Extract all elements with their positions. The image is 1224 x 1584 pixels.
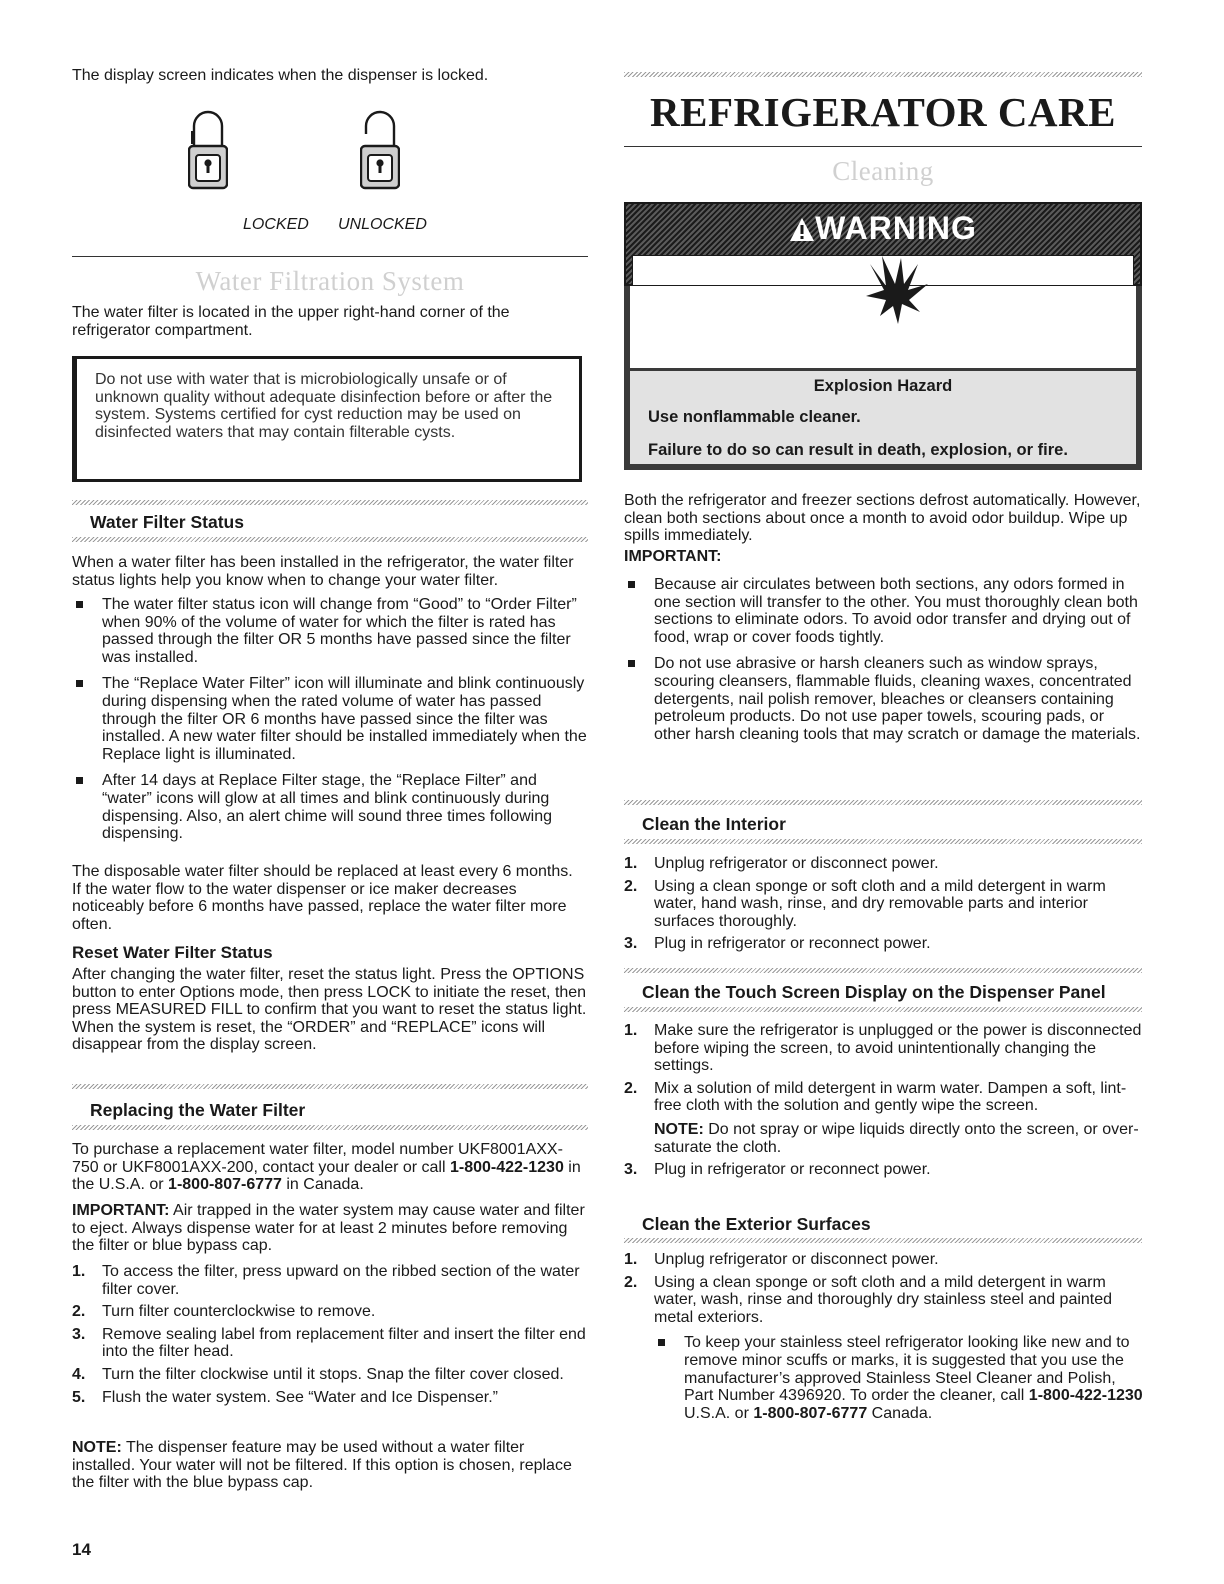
warning-hazard: Explosion Hazard — [813, 377, 953, 395]
list-item: 2. Turn filter counterclockwise to remove. — [72, 1303, 376, 1321]
explosion-icon — [862, 254, 932, 326]
hatch-rule — [624, 800, 1142, 805]
filter-status-bullets — [72, 596, 588, 852]
list-item: Do not use abrasive or harsh cleaners such as window sprays, scouring cleansers, flammable fluids, cleaning waxes, concentrated detergents, nail polish remover, bleaches or cleansers containing petroleum products. Do not use paper towels, scouring pads, or other harsh cleaning tools that may scratch or damage the materials. — [624, 655, 1144, 743]
hatch-rule — [72, 1084, 588, 1089]
heading-water-filter-status: Water Filter Status — [90, 512, 244, 532]
list-item: 3. Remove sealing label from replacement filter and insert the filter end into the filter head. — [72, 1325, 586, 1361]
list-item: 3. Plug in refrigerator or reconnect power. — [624, 1161, 931, 1179]
page-number: 14 — [72, 1540, 91, 1559]
locked-lock-icon — [188, 100, 228, 190]
replacement-order-text: To purchase a replacement water filter, model number UKF8001AXX-750 or UKF8001AXX-200, contact your dealer or call 1-800-422-1230 in the U.S.A. or 1-800-807-6777 in Canada. — [72, 1141, 581, 1194]
list-item: 3. Plug in refrigerator or reconnect power. — [624, 935, 931, 953]
warning-label: WARNING — [626, 210, 1140, 247]
hatch-rule — [72, 537, 588, 542]
heading-clean-interior: Clean the Interior — [642, 814, 786, 834]
warning-triangle-icon — [789, 217, 815, 243]
heading-replacing-filter: Replacing the Water Filter — [90, 1100, 306, 1120]
list-item: The water filter status icon will change from “Good” to “Order Filter” when 90% of the volume of water for which the filter is rated has passed through the filter OR 5 months have passed since the filter was installed. — [72, 596, 588, 666]
lock-intro: The display screen indicates when the dispenser is locked. — [72, 67, 489, 84]
hatch-rule — [624, 968, 1142, 973]
unlocked-lock-icon — [360, 100, 400, 190]
warning-message-box — [624, 368, 1142, 470]
warning-line-1: Use nonflammable cleaner. — [648, 408, 861, 426]
warning-line-2: Failure to do so can result in death, explosion, or fire. — [648, 441, 1068, 459]
replacement-important: IMPORTANT: Air trapped in the water system may cause water and filter to eject. Always dispense water for at least 2 minutes before removing the filter or blue bypass cap. — [72, 1202, 585, 1255]
disposable-filter-text: The disposable water filter should be replaced at least every 6 months. If the water flow to the water dispenser or ice maker decreases noticeably before 6 months have passed, replace the water filter more often. — [72, 863, 573, 933]
touch-screen-note: NOTE: Do not spray or wipe liquids directly onto the screen, or over-saturate the cloth. — [654, 1120, 1139, 1156]
hatch-rule — [72, 500, 588, 505]
exterior-steps — [624, 1251, 1144, 1427]
interior-steps — [624, 855, 1144, 958]
water-filter-location: The water filter is located in the upper right-hand corner of the refrigerator compartment. — [72, 304, 510, 339]
notice-box — [72, 356, 582, 482]
list-item: 2. Mix a solution of mild detergent in warm water. Dampen a soft, lint-free cloth with the solution and gently wipe the screen. NOTE: Do not spray or wipe liquids directly onto the screen, or over-saturate the cloth. — [624, 1080, 1144, 1156]
touch-screen-steps — [624, 1022, 1144, 1184]
hatch-rule — [624, 839, 1142, 844]
list-item: 1. To access the filter, press upward on the ribbed section of the water filter cover. — [72, 1263, 580, 1298]
list-item: 1. Unplug refrigerator or disconnect power. — [624, 1251, 939, 1268]
hatch-rule — [624, 1007, 1142, 1012]
list-item: 1. Unplug refrigerator or disconnect power. — [624, 855, 939, 872]
divider — [72, 256, 588, 257]
list-item: 2. Using a clean sponge or soft cloth and a mild detergent in warm water, wash, rinse and thoroughly dry stainless steel and painted metal exteriors. To keep your stainless steel refrigerator looking like new and to remove minor scuffs or marks, it is suggested that you use the manufacturer’s approved Stainless Steel Cleaner and Polish, Part Number 4396920. To order the cleaner, call 1-800-422-1230 U.S.A. or 1-800-807-6777 Canada. — [624, 1273, 1143, 1422]
bypass-note: NOTE: The dispenser feature may be used without a water filter installed. Your water will not be filtered. If this option is chosen, replace the filter with the blue bypass cap. — [72, 1439, 572, 1492]
notice-text: Do not use with water that is microbiologically unsafe or of unknown quality without adequate disinfection before or after the system. Systems certified for cyst reduction may be used on disinfected waters that may contain filterable cysts. — [95, 371, 553, 441]
hatch-rule — [624, 72, 1142, 77]
phone-us: 1-800-422-1230 — [449, 1158, 564, 1176]
exterior-sub-bullets — [654, 1334, 1144, 1422]
cleaning-bullets — [624, 576, 1144, 752]
replacement-steps — [72, 1263, 588, 1411]
heading-clean-touch-screen: Clean the Touch Screen Display on the Dispenser Panel — [642, 982, 1106, 1002]
hatch-rule — [624, 1238, 1142, 1243]
hatch-rule — [72, 1125, 588, 1130]
page-title: REFRIGERATOR CARE — [649, 89, 1116, 135]
filter-status-intro: When a water filter has been installed in the refrigerator, the water filter status lights help you know when to change your water filter. — [72, 554, 574, 589]
list-item: 2. Using a clean sponge or soft cloth and a mild detergent in warm water, hand wash, rinse, and dry removable parts and interior surfaces thoroughly. — [624, 877, 1106, 930]
phone-canada: 1-800-807-6777 — [168, 1176, 282, 1194]
list-item: To keep your stainless steel refrigerator looking like new and to remove minor scuffs or marks, it is suggested that you use the manufacturer’s approved Stainless Steel Cleaner and Polish, Part Number 4396920. To order the cleaner, call 1-800-422-1230 U.S.A. or 1-800-807-6777 Canada. — [654, 1334, 1144, 1422]
important-label: IMPORTANT: — [624, 548, 722, 565]
section-title-water-filtration: Water Filtration System — [195, 266, 465, 296]
heading-reset-filter: Reset Water Filter Status — [72, 943, 273, 962]
warning-symbol-box — [624, 286, 1142, 370]
locked-label: LOCKED — [243, 216, 309, 233]
phone-us: 1-800-422-1230 — [1028, 1387, 1143, 1405]
list-item: 4. Turn the filter clockwise until it stops. Snap the filter cover closed. — [72, 1365, 564, 1383]
reset-filter-text: After changing the water filter, reset the status light. Press the OPTIONS button to enter Options mode, then press LOCK to initiate the reset, then press MEASURED FILL to confirm that you want to reset the status light. When the system is reset, the “ORDER” and “REPLACE” icons will disappear from the display screen. — [72, 966, 587, 1054]
phone-canada: 1-800-807-6777 — [753, 1404, 868, 1422]
list-item: 5. Flush the water system. See “Water and Ice Dispenser.” — [72, 1388, 499, 1406]
list-item: Because air circulates between both sections, any odors formed in one section will transfer to the other. You must thoroughly clean both sections to eliminate odors. To avoid odor transfer and drying out of food, wrap or cover foods tightly. — [624, 576, 1144, 646]
unlocked-label: UNLOCKED — [338, 216, 427, 233]
heading-clean-exterior: Clean the Exterior Surfaces — [642, 1214, 871, 1234]
divider — [624, 146, 1142, 147]
defrost-text: Both the refrigerator and freezer sections defrost automatically. However, clean both sections about once a month to avoid odor buildup. Wipe up spills immediately. — [624, 492, 1141, 545]
section-title-cleaning: Cleaning — [832, 156, 934, 186]
list-item: 1. Make sure the refrigerator is unplugged or the power is disconnected before wiping the screen, to avoid unintentionally changing the settings. — [624, 1022, 1142, 1075]
list-item: After 14 days at Replace Filter stage, the “Replace Filter” and “water” icons will glow at all times and blink continuously during dispensing. Also, an alert chime will sound three times following dispensing. — [72, 772, 588, 842]
list-item: The “Replace Water Filter” icon will illuminate and blink continuously during dispensing when the rated volume of water has passed through the filter OR 6 months have passed since the filter was installed. A new water filter should be installed immediately when the Replace light is illuminated. — [72, 675, 588, 763]
